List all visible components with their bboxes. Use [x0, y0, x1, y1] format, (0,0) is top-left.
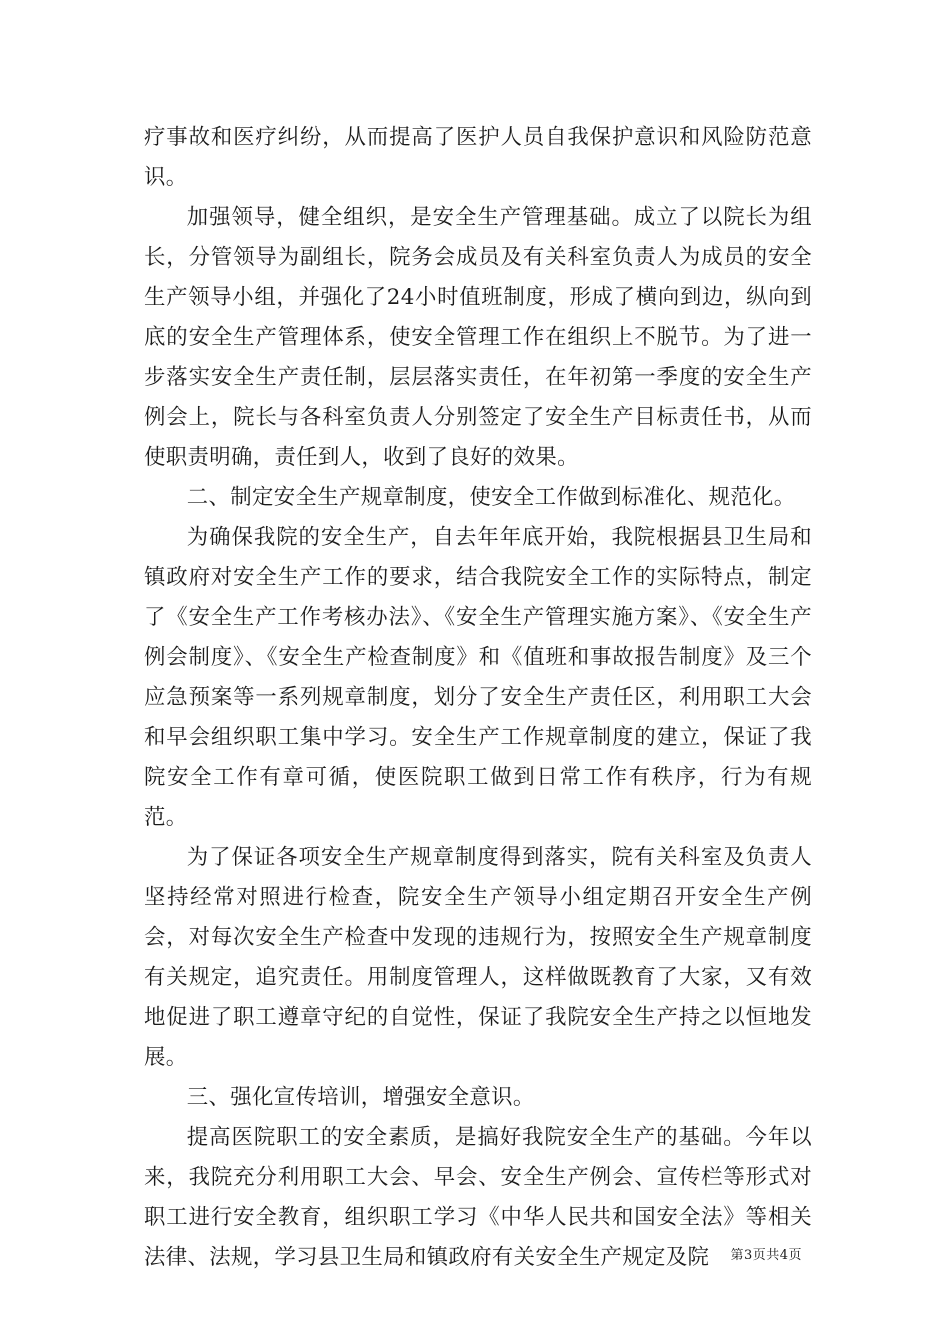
paragraph-continuation: 疗事故和医疗纠纷，从而提高了医护人员自我保护意识和风险防范意识。 [144, 125, 812, 190]
paragraph-regulations: 为确保我院的安全生产，自去年年底开始，我院根据县卫生局和镇政府对安全生产工作的要求，结合我院安全工作的实际特点，制定了《安全生产工作考核办法》、《安全生产管理实施方案》、《安全生产例会制度》、《安全生产检查制度》和《值班和事故报告制度》及三个应急预案等一系列规章制度，划分了安全生产责任区，利用职工大会和早会组织职工集中学习。安全生产工作规章制度的建立，保证了我院安全工作有章可循，使医院职工做到日常工作有秩序，行为有规范。 [144, 525, 812, 830]
paragraph-enforcement: 为了保证各项安全生产规章制度得到落实，院有关科室及负责人坚持经常对照进行检查，院安全生产领导小组定期召开安全生产例会，对每次安全生产检查中发现的违规行为，按照安全生产规章制度有关规定，追究责任。用制度管理人，这样做既教育了大家，又有效地促进了职工遵章守纪的自觉性，保证了我院安全生产持之以恒地发展。 [144, 845, 812, 1070]
paragraph-leadership: 加强领导，健全组织，是安全生产管理基础。成立了以院长为组长，分管领导为副组长，院务会成员及有关科室负责人为成员的安全生产领导小组，并强化了24小时值班制度，形成了横向到边，纵向到底的安全生产管理体系，使安全管理工作在组织上不脱节。为了进一步落实安全生产责任制，层层落实责任，在年初第一季度的安全生产例会上，院长与各科室负责人分别签定了安全生产目标责任书，从而使职责明确，责任到人，收到了良好的效果。 [144, 205, 812, 470]
document-body [144, 118, 812, 1278]
page-number: 第3页共4页 [730, 1248, 802, 1263]
section-heading-2: 二、制定安全生产规章制度，使安全工作做到标准化、规范化。 [186, 485, 796, 510]
section-heading-3: 三、强化宣传培训，增强安全意识。 [186, 1085, 535, 1110]
paragraph-training: 提高医院职工的安全素质，是搞好我院安全生产的基础。今年以来，我院充分利用职工大会、早会、安全生产例会、宣传栏等形式对职工进行安全教育，组织职工学习《中华人民共和国安全法》等相关法律、法规，学习县卫生局和镇政府有关安全生产规定及院 [144, 1125, 812, 1270]
